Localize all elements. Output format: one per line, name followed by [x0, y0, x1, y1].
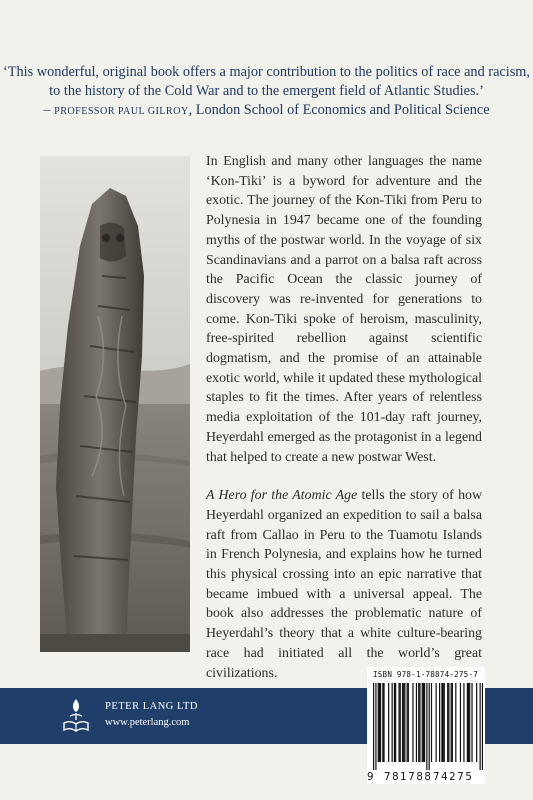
barcode-bar — [451, 683, 452, 762]
barcode-digits-group-1: 781788 — [384, 772, 433, 783]
barcode-bar — [442, 683, 443, 762]
barcode-bar — [373, 683, 374, 770]
barcode-bar — [379, 683, 380, 762]
barcode-bar — [398, 683, 399, 762]
blurb-paragraph-2: A Hero for the Atomic Age tells the story of how Heyerdahl organized an expedition to sail a balsa raft from Callao in Peru to the Tuamotu Islands in French Polynesia, and explains how he turned this physical crossing into an epic narrative that became imbued with a universal appeal. The book also addresses the problematic nature of Heyerdahl’s theory that a white culture-bearing race had initiated all the world’s great civilizations. — [206, 488, 482, 681]
reviewer-institution: , London School of Economics and Political Science — [188, 102, 490, 118]
barcode-bar — [407, 683, 408, 762]
barcode-bar — [380, 683, 381, 762]
barcode-bar — [480, 683, 481, 770]
barcode-digit-first: 9 — [367, 772, 374, 783]
barcode-graphic — [373, 683, 483, 770]
barcode-bar — [422, 683, 423, 762]
barcode-bar — [395, 683, 396, 762]
barcode-bar — [426, 683, 427, 770]
barcode-bar — [448, 683, 449, 762]
reviewer-name: PROFESSOR PAUL GILROY — [54, 106, 189, 117]
barcode-bar — [392, 683, 393, 762]
barcode-bar — [416, 683, 417, 762]
blurb-paragraph-1: In English and many other languages the name ‘Kon-Tiki’ is a byword for adventure and the exotic. The journey of the Kon-Tiki from Peru to Polynesia in 1947 became one of the founding myths of the postwar world. In the voyage of six Scandinavians and a parrot on a balsa raft across the Pacific Ocean the classic journey of discovery was re-invented for generations to come. Kon-Tiki spoke of heroism, masculinity, free-spirited rebellion against scientific dogmatism, and the promise of an attainable exotic world, while it updated these mythological staples to fit the times. After years of relentless media exploitation of the 101-day raft journey, Heyerdahl emerged as the protagonist in a legend that helped to create a new postwar West. — [206, 154, 482, 465]
barcode-bar — [441, 683, 442, 762]
barcode-bar — [469, 683, 470, 762]
barcode-bar — [460, 683, 461, 762]
publisher-block — [61, 696, 198, 734]
barcode-bar — [382, 683, 383, 762]
review-quote — [0, 63, 533, 121]
barcode-bar — [429, 683, 430, 770]
barcode-bar — [403, 683, 404, 762]
barcode-bar — [436, 683, 437, 762]
barcode-bar — [444, 683, 445, 762]
barcode-bar — [423, 683, 424, 762]
barcode-bar — [404, 683, 405, 762]
barcode-bar — [431, 683, 432, 762]
barcode-bar — [383, 683, 384, 762]
peter-lang-logo-icon — [61, 696, 91, 734]
isbn-label: ISBN 978-1-78874-275-7 — [373, 670, 478, 679]
barcode-bar — [418, 683, 419, 762]
barcode-digits-group-2: 74275 — [433, 772, 474, 783]
barcode-bar — [412, 683, 413, 762]
barcode-bar — [419, 683, 420, 762]
book-title: A Hero for the Atomic Age — [206, 488, 358, 504]
publisher-name: PETER LANG LTD — [105, 701, 198, 712]
barcode-bar — [375, 683, 376, 770]
barcode-bar — [463, 683, 464, 762]
barcode-bar — [471, 683, 472, 762]
stone-statue-photo — [40, 156, 190, 652]
barcode-bar — [439, 683, 440, 762]
barcode-bar — [388, 683, 389, 762]
blurb — [206, 152, 482, 683]
barcode-bar — [424, 683, 425, 762]
barcode-bar — [452, 683, 453, 762]
barcode-bar — [482, 683, 483, 770]
quote-text: ‘This wonderful, original book offers a major contribution to the politics of race and racism, to the history of the Cold War and to the emergent field of Atlantic Studies.’ — [3, 64, 530, 99]
barcode-bar — [455, 683, 456, 762]
publisher-url: www.peterlang.com — [105, 717, 190, 728]
barcode-bar — [402, 683, 403, 762]
barcode-bar — [378, 683, 379, 762]
barcode-bar — [408, 683, 409, 762]
barcode-bar — [447, 683, 448, 762]
barcode-bar — [400, 683, 401, 762]
barcode-bar — [467, 683, 468, 762]
quote-attribution: – PROFESSOR PAUL GILROY, London School of Economics and Political Science — [43, 102, 490, 118]
barcode-bar — [468, 683, 469, 762]
barcode-bar — [394, 683, 395, 762]
barcode-bar — [476, 683, 477, 762]
